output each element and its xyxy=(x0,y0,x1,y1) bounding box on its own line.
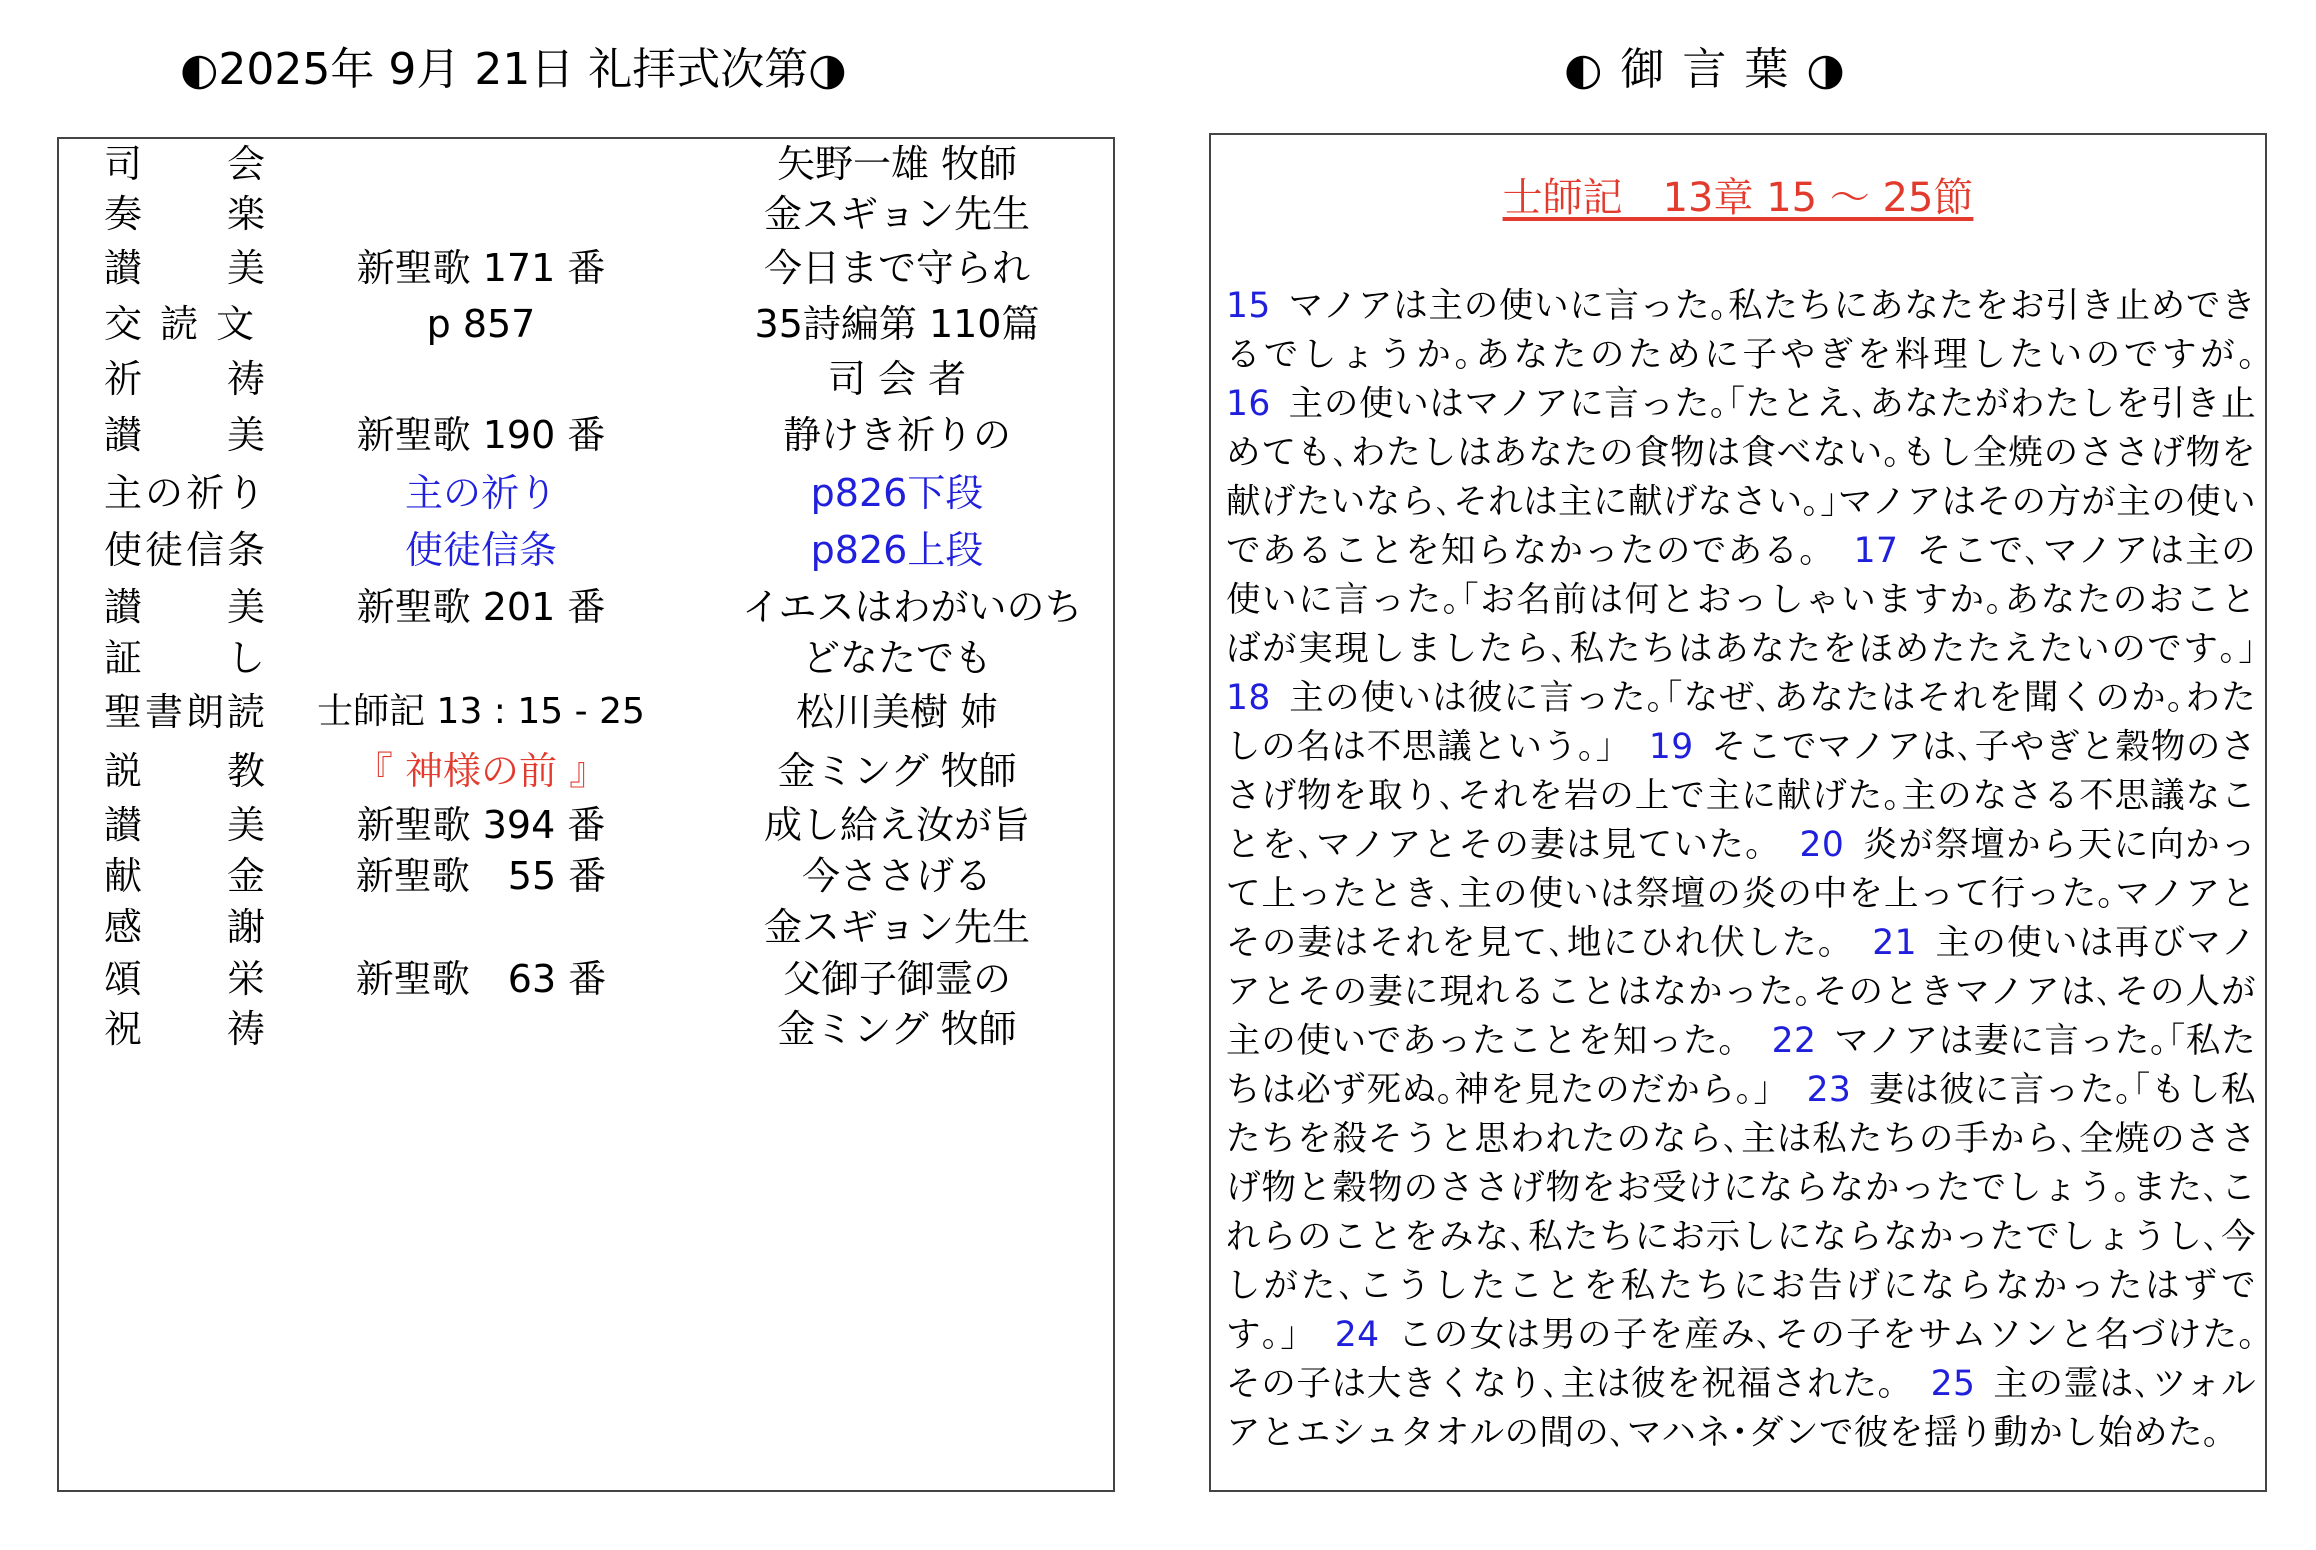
service-item-person-or-title: 矢野一雄 牧師 xyxy=(776,142,1018,186)
scripture-box xyxy=(1209,133,2267,1492)
scripture-text xyxy=(1226,282,2256,1458)
verse-text: マノアは主の使いに言った｡私たちにあなたをお引き止めできるでしょうか｡あなたのために子やぎを料理したいのですが｡ xyxy=(1226,286,2256,375)
verse-number: 22 xyxy=(1771,1021,1817,1061)
service-row xyxy=(59,294,1113,354)
service-item-detail: 新聖歌 394 番 xyxy=(356,803,606,847)
service-item-label: 讃 美 xyxy=(104,413,269,457)
service-item-label: 使徒信条 xyxy=(104,528,269,572)
verse-text: 主の使いは再びマノアとその妻に現れることはなかった｡そのときマノアは､その人が主の使いであったことを知った｡ xyxy=(1226,923,2256,1061)
service-item-label: 讃 美 xyxy=(104,585,269,629)
passage-reference xyxy=(1211,170,2265,226)
service-item-person-or-title: 成し給え汝が旨 xyxy=(763,803,1030,847)
service-item-person-or-title: 35詩編第 110篇 xyxy=(754,302,1040,346)
service-item-detail: 新聖歌 63 番 xyxy=(355,957,607,1001)
service-row xyxy=(59,463,1113,523)
service-item-detail: 使徒信条 xyxy=(404,528,557,572)
service-item-label: 頌 栄 xyxy=(104,957,269,1001)
service-item-person-or-title: 父御子御霊の xyxy=(782,957,1011,1001)
service-item-label: 祝 祷 xyxy=(104,1007,269,1051)
service-order-title: ◐2025年 9月 21日 礼拝式次第◑ xyxy=(180,44,847,95)
service-item-label: 献 金 xyxy=(104,854,269,898)
verse-number: 23 xyxy=(1806,1070,1852,1110)
verse-text: マノアは妻に言った｡｢私たちは必ず死ぬ｡神を見たのだから｡｣ xyxy=(1226,1021,2256,1110)
service-item-label: 主の祈り xyxy=(104,471,269,515)
service-row xyxy=(59,405,1113,465)
service-item-detail: 士師記 13 : 15 - 25 xyxy=(317,691,645,732)
service-row xyxy=(59,184,1113,244)
service-item-person-or-title: 金ミング 牧師 xyxy=(777,749,1017,793)
service-item-label: 讃 美 xyxy=(104,246,269,290)
service-row xyxy=(59,349,1113,409)
verse-text: 主の霊は､ツォルアとエシュタオルの間の､マハネ･ダンで彼を揺り動かし始めた｡ xyxy=(1226,1364,2256,1453)
service-row xyxy=(59,897,1113,957)
service-item-detail: 新聖歌 171 番 xyxy=(356,246,606,290)
service-item-detail: p 857 xyxy=(426,302,536,346)
service-item-person-or-title: 金スギョン先生 xyxy=(763,905,1030,949)
verse-text: そこで､マノアは主の使いに言った｡｢お名前は何とおっしゃいますか｡あなたのおことばが実現しましたら､私たちはあなたをほめたたえたいのです｡｣ xyxy=(1226,531,2256,669)
service-order-box xyxy=(57,137,1115,1492)
service-item-detail: 『 神様の前 』 xyxy=(354,749,608,793)
service-item-label: 祈 祷 xyxy=(104,357,269,401)
service-item-person-or-title: 司 会 者 xyxy=(827,357,967,401)
verse-number: 17 xyxy=(1853,531,1899,571)
verse-text: 炎が祭壇から天に向かって上ったとき､主の使いは祭壇の炎の中を上って行った｡マノアとその妻はそれを見て､地にひれ伏した｡ xyxy=(1226,825,2256,963)
service-item-label: 奏 楽 xyxy=(104,192,269,236)
verse-number: 21 xyxy=(1872,923,1917,963)
verse-text: 主の使いはマノアに言った｡｢たとえ､あなたがわたしを引き止めても､わたしはあなたの食物は食べない｡もし全焼のささげ物を献げたいなら､それは主に献げなさい｡｣マノアはその方が主の使いであることを知らなかったのである｡ xyxy=(1226,384,2256,571)
service-item-label: 感 謝 xyxy=(104,905,269,949)
verse-number: 15 xyxy=(1226,286,1271,326)
verse-number: 25 xyxy=(1930,1364,1976,1404)
verse-number: 24 xyxy=(1334,1315,1380,1355)
service-item-label: 交 読 文 xyxy=(104,302,258,346)
service-item-person-or-title: p826下段 xyxy=(810,471,984,515)
verse-number: 16 xyxy=(1226,384,1271,424)
service-item-detail: 主の祈り xyxy=(404,471,557,515)
verse-text: 妻は彼に言った｡｢もし私たちを殺そうと思われたのなら､主は私たちの手から､全焼のささげ物と穀物のささげ物をお受けにならなかったでしょう｡また､これらのことをみな､私たちにお示しにならなかったでしょうし､今しがた､こうしたことを私たちにお告げにならなかったはずです｡｣ xyxy=(1226,1070,2256,1355)
service-row xyxy=(59,520,1113,580)
verse-number: 19 xyxy=(1648,727,1694,767)
service-item-person-or-title: 今日まで守られ xyxy=(763,246,1030,290)
service-item-person-or-title: 静けき祈りの xyxy=(782,413,1011,457)
service-item-label: 司 会 xyxy=(104,142,269,186)
service-item-detail: 新聖歌 201 番 xyxy=(356,585,606,629)
service-item-person-or-title: 今ささげる xyxy=(801,854,992,898)
verse-number: 18 xyxy=(1226,678,1271,718)
passage-reference-text: 士師記 13章 15 ～ 25節 xyxy=(1502,175,1974,221)
service-item-label: 説 教 xyxy=(104,749,269,793)
service-row xyxy=(59,682,1113,742)
scripture-title: ◐ 御 言 葉 ◑ xyxy=(1564,44,1847,95)
service-item-person-or-title: どなたでも xyxy=(801,636,992,680)
service-item-person-or-title: イエスはわがいのち xyxy=(742,585,1083,629)
verse-text: そこでマノアは､子やぎと穀物のささげ物を取り､それを岩の上で主に献げた｡主のなさる不思議なことを､マノアとその妻は見ていた｡ xyxy=(1226,727,2256,865)
service-item-label: 聖書朗読 xyxy=(104,690,269,734)
service-item-person-or-title: p826上段 xyxy=(810,528,984,572)
service-item-person-or-title: 金ミング 牧師 xyxy=(777,1007,1017,1051)
service-row xyxy=(59,999,1113,1059)
service-item-person-or-title: 金スギョン先生 xyxy=(763,192,1030,236)
verse-text: この女は男の子を産み､その子をサムソンと名づけた｡その子は大きくなり､主は彼を祝福された｡ xyxy=(1226,1315,2256,1404)
service-item-label: 讃 美 xyxy=(104,803,269,847)
service-item-detail: 新聖歌 190 番 xyxy=(356,413,606,457)
verse-number: 20 xyxy=(1799,825,1845,865)
service-row xyxy=(59,238,1113,298)
service-row xyxy=(59,741,1113,801)
service-row xyxy=(59,628,1113,688)
verse-text: 主の使いは彼に言った｡｢なぜ､あなたはそれを聞くのか｡わたしの名は不思議という｡｣ xyxy=(1226,678,2256,767)
service-item-label: 証 し xyxy=(104,636,269,680)
service-item-person-or-title: 松川美樹 姉 xyxy=(795,690,999,734)
service-item-detail: 新聖歌 55 番 xyxy=(355,854,607,898)
